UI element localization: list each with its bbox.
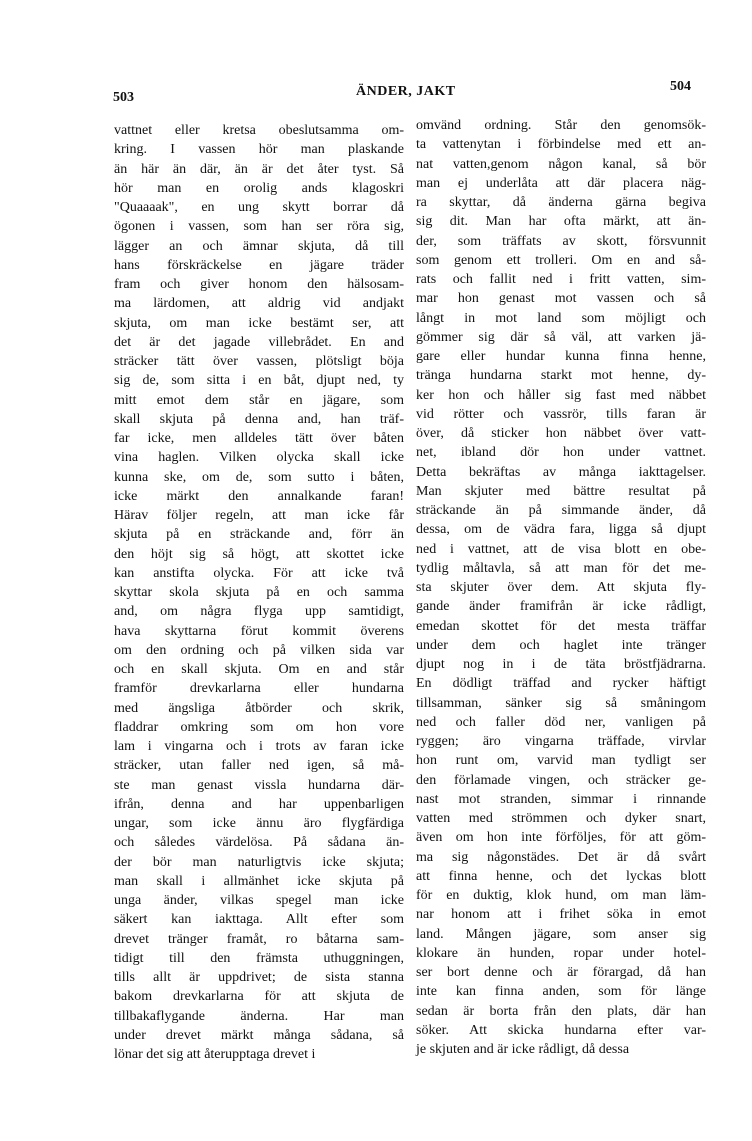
text-line: än här än där, än är det åter tyst. Så xyxy=(114,161,404,177)
text-line: ned och faller död ner, vanligen på xyxy=(416,714,706,730)
text-line: net, ibland dör hon under vattnet. xyxy=(416,445,706,461)
text-line: dessa, om de vädra fara, ligga så djupt xyxy=(416,522,706,538)
text-line: tidigt till den främsta uthuggningen, xyxy=(114,950,404,966)
text-line: långt in mot land som möjligt och xyxy=(416,310,706,326)
text-line: vid rötter och vassrör, tills faran är xyxy=(416,406,706,422)
text-line: för en duktig, klok hund, om man läm- xyxy=(416,888,706,903)
text-line: je skjuten and är icke rådligt, då dessa xyxy=(416,1042,630,1057)
text-line: det är det jagade villebrådet. En and xyxy=(114,334,404,350)
text-line: and, om några flyga upp samtidigt, xyxy=(114,604,404,620)
text-line: Härav följer regeln, att man icke får xyxy=(114,508,404,523)
text-line: ifrån, denna and har uppenbarligen xyxy=(114,796,404,812)
left-page-number: 503 xyxy=(113,90,134,105)
text-line: tills allt är uppdrivet; de sista stanna xyxy=(114,970,404,985)
text-line: kring. I vassen hör man plaskande xyxy=(114,142,404,158)
text-line: omvänd ordning. Står den genomsök- xyxy=(416,118,706,133)
text-line: ma sig någonstädes. Det är då svårt xyxy=(416,849,706,865)
text-line: över, då sticker hon näbbet över vatt- xyxy=(416,426,706,441)
text-line: den förlamade vingen, och sträcker ge- xyxy=(416,772,706,788)
text-line: sträckande än på simmande änder, då xyxy=(416,503,706,518)
text-line: söker. Att skicka hundarna efter var- xyxy=(416,1022,706,1038)
text-line: ta vattenytan i förbindelse med ett an- xyxy=(416,137,706,153)
text-line: fram och giver honom den hälsosam- xyxy=(114,277,404,292)
text-line: tillbakaflygande änderna. Har man xyxy=(114,1008,404,1024)
running-head: ÄNDER, JAKT xyxy=(356,84,456,99)
text-line: der bör man naturligtvis icke skjuta; xyxy=(114,854,404,870)
text-line: den höjt sig så högt, att skottet icke xyxy=(114,546,404,562)
text-line: emedan skottet för det mesta träffar xyxy=(416,618,706,634)
text-line: gande änder framifrån är icke rådligt, xyxy=(416,599,706,615)
text-line: skall skjuta på denna and, han träf- xyxy=(114,411,404,427)
text-line: "Quaaaak", en ung skytt borrar då xyxy=(114,200,404,215)
text-line: under dem och haglet inte tränger xyxy=(416,637,706,653)
text-line: och en skall skjuta. Om en and står xyxy=(114,662,404,677)
right-text-column xyxy=(416,116,706,1059)
text-line: nast mot stranden, simmar i rinnande xyxy=(416,791,706,807)
text-line: med ängsliga åtbörder och skrik, xyxy=(114,700,404,716)
text-line: icke märkt den annalkande faran! xyxy=(114,488,404,504)
text-line: land. Mången jägare, som anser sig xyxy=(416,926,706,942)
text-line: ögonen i vassen, som han ser röra sig, xyxy=(114,219,404,235)
text-line: djupt nog in i de täta bröstfjädrarna. xyxy=(416,657,706,672)
text-line: gömmer sig där så väl, att varken jä- xyxy=(416,329,706,345)
text-line: inte kan finna anden, som för länge xyxy=(416,984,706,1000)
text-line: och således värdelösa. På sådana än- xyxy=(114,835,404,851)
text-line: som genom ett trolleri. Om en and så- xyxy=(416,252,706,268)
text-line: vattnet eller kretsa obeslutsamma om- xyxy=(114,123,404,138)
text-line: under drevet märkt många sådana, så xyxy=(114,1027,404,1043)
text-line: kan anstifta olycka. För att icke två xyxy=(114,565,404,581)
text-line: ryggen; äro vingarna träffade, virvlar xyxy=(416,734,706,749)
text-line: sig de, som sitta i en båt, djupt ned, ty xyxy=(114,373,404,389)
text-line: att finna henne, och det lyckas blott xyxy=(416,868,706,884)
text-line: tränga hundarna starkt mot henne, dy- xyxy=(416,368,706,384)
text-line: mar hon genast mot vassen och så xyxy=(416,291,706,307)
text-line: framför drevkarlarna eller hundarna xyxy=(114,681,404,697)
text-line: kunna ske, om de, som sutto i båten, xyxy=(114,469,404,485)
text-line: vatten med strömmen och dyker snart, xyxy=(416,811,706,826)
text-line: ma lärdomen, att aldrig vid andjakt xyxy=(114,296,404,312)
text-line: nar honom att i frihet söka in emot xyxy=(416,907,706,923)
text-line: Detta bekräftas av många iakttagelser. xyxy=(416,464,706,480)
text-line: tydlig måltavla, så att man för det me- xyxy=(416,560,706,576)
text-line: vina haglen. Vilken olycka skall icke xyxy=(114,450,404,466)
text-line: mitt emot dem står en jägare, som xyxy=(114,392,404,408)
text-line: om den ordning och på vilken sida var xyxy=(114,642,404,658)
text-line: lönar det sig att återupptaga drevet i xyxy=(114,1047,316,1062)
text-line: hava skyttarna förut kommit överens xyxy=(114,623,404,639)
text-line: unga änder, vilkas spegel man icke xyxy=(114,893,404,908)
text-line: hans förskräckelse en jägare träder xyxy=(114,257,404,273)
text-line: tillsamman, sänker sig så småningom xyxy=(416,695,706,711)
text-line: skjuta på en sträckande and, förr än xyxy=(114,527,404,543)
text-line: En dödligt träffad and rycker häftigt xyxy=(416,676,706,692)
text-line: skjuta, om man icke bestämt ser, att xyxy=(114,315,404,331)
text-line: bakom drevkarlarna för att skjuta de xyxy=(114,989,404,1005)
right-page-number: 504 xyxy=(670,79,691,94)
text-line: fladdrar omkring som om hon vore xyxy=(114,719,404,735)
text-line: Man skjuter med bättre resultat på xyxy=(416,483,706,499)
text-line: sta skjuter över dem. Att skjuta fly- xyxy=(416,580,706,595)
text-line: rats och fallit ned i fritt vatten, sim- xyxy=(416,272,706,287)
text-line: der, som träffats av skott, försvunnit xyxy=(416,233,706,249)
text-line: lam i vingarna och i trots av faran icke xyxy=(114,739,404,754)
text-line: sträcker, utan faller ned igen, så må- xyxy=(114,758,404,774)
text-line: säkert kan iakttaga. Allt efter som xyxy=(114,912,404,928)
text-line: även om hon inte förföljes, för att göm- xyxy=(416,830,706,846)
text-line: drevet tränger framåt, ro båtarna sam- xyxy=(114,931,404,947)
text-line: hör man en orolig ands klagoskri xyxy=(114,180,404,196)
text-line: ned i vattnet, att de visa blott en obe- xyxy=(416,541,706,557)
text-line: man skall i allmänhet icke skjuta på xyxy=(114,873,404,889)
text-line: far icke, men alldeles tätt över båten xyxy=(114,431,404,446)
text-line: hon runt om, varvid man tydligt ser xyxy=(416,753,706,769)
text-line: ser bort denne och är förargad, då han xyxy=(416,965,706,980)
text-line: skyttar skola skjuta på en och samma xyxy=(114,585,404,600)
text-line: sig dit. Man har ofta märkt, att än- xyxy=(416,214,706,230)
text-line: ker hon och håller sig fast med näbbet xyxy=(416,387,706,403)
text-line: man ej underlåta att där placera näg- xyxy=(416,175,706,191)
text-line: ste man genast vissla hundarna där- xyxy=(114,777,404,793)
text-line: ungar, som icke ännu äro flygfärdiga xyxy=(114,816,404,831)
text-line: gare eller hundar kunna finna henne, xyxy=(416,349,706,364)
text-line: klokare än hunden, ropar under hotel- xyxy=(416,945,706,961)
text-line: sedan är borta från den plats, där han xyxy=(416,1003,706,1019)
text-line: nat vatten,genom någon kanal, så bör xyxy=(416,156,706,172)
text-line: ra skyttar, då änderna gärna begiva xyxy=(416,195,706,210)
left-text-column xyxy=(114,121,404,1064)
text-line: lägger an och ämnar skjuta, då till xyxy=(114,238,404,254)
text-line: sträcker tätt över vassen, plötsligt böja xyxy=(114,354,404,369)
